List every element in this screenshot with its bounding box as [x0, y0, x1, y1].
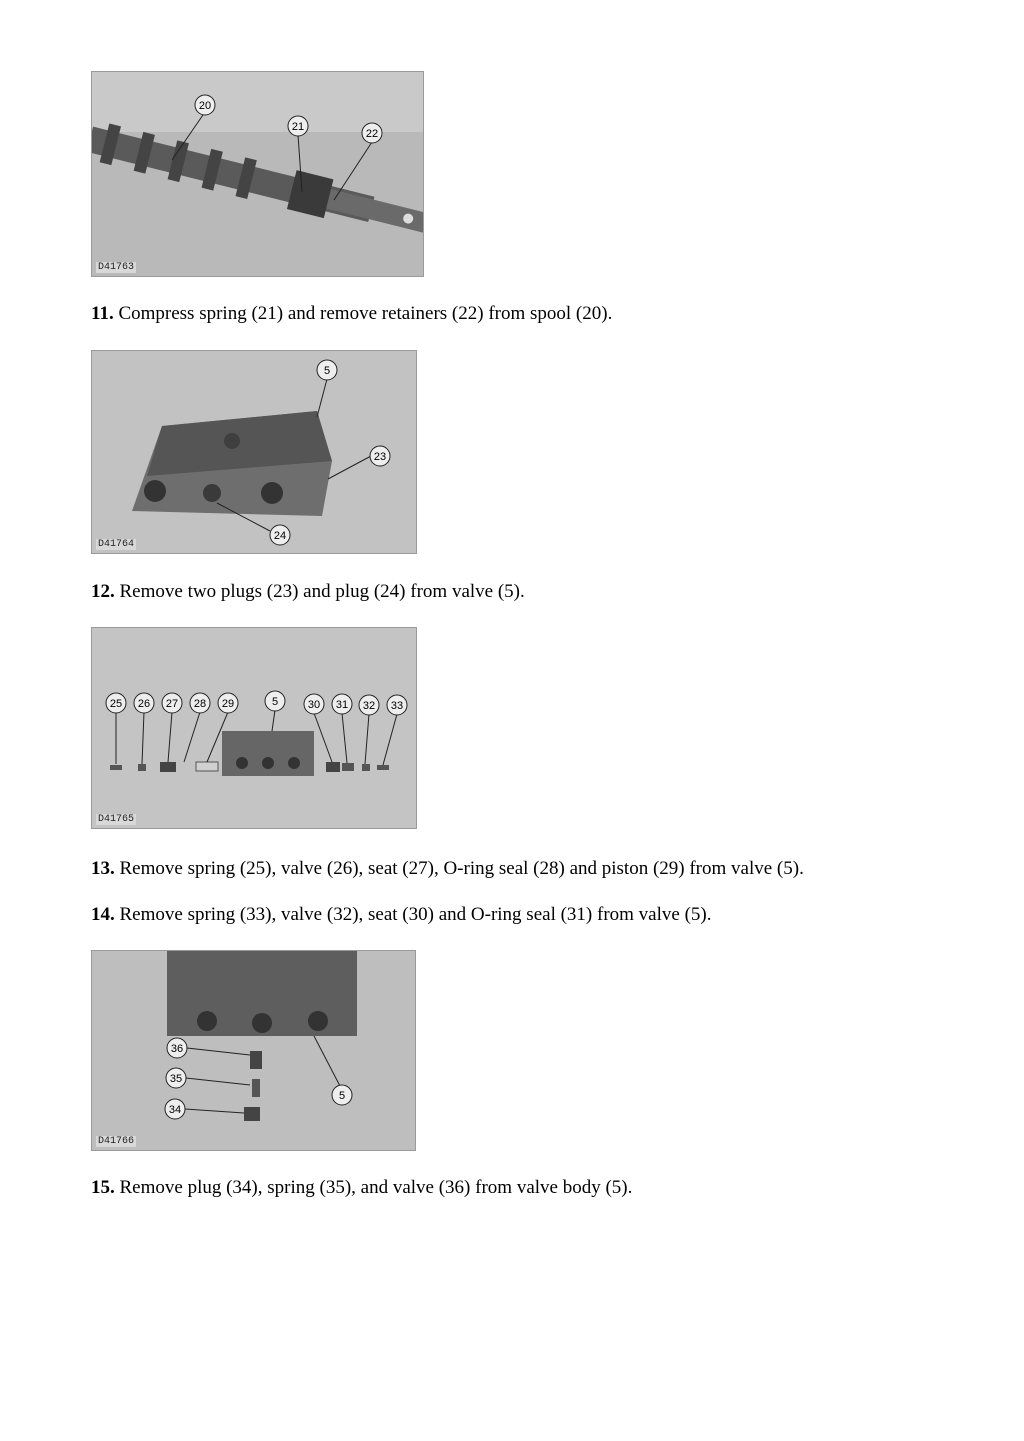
figure-exploded-parts	[91, 627, 417, 829]
step-text: Compress spring (21) and remove retainers (22) from spool (20).	[118, 303, 613, 324]
figure-valve-plugs	[91, 350, 417, 554]
svg-text:5: 5	[271, 696, 279, 708]
valve-plugs-photo	[92, 351, 416, 553]
svg-text:28: 28	[193, 698, 207, 710]
svg-text:21: 21	[291, 121, 305, 133]
svg-text:25: 25	[109, 698, 123, 710]
step-15	[91, 1176, 632, 1200]
step-13	[91, 857, 804, 881]
step-12	[91, 580, 525, 604]
svg-text:33: 33	[390, 700, 404, 712]
svg-text:23: 23	[373, 451, 387, 463]
svg-text:30: 30	[307, 699, 321, 711]
svg-text:22: 22	[365, 128, 379, 140]
figure-id: D41766	[98, 1136, 135, 1147]
svg-text:26: 26	[137, 698, 151, 710]
step-text: Remove spring (33), valve (32), seat (30) and O-ring seal (31) from valve (5).	[119, 904, 712, 925]
svg-text:34: 34	[168, 1104, 182, 1116]
svg-text:32: 32	[362, 700, 376, 712]
step-number: 11.	[91, 303, 114, 324]
figure-spool	[91, 71, 424, 277]
svg-text:5: 5	[323, 365, 331, 377]
figure-id: D41764	[98, 539, 135, 550]
svg-text:31: 31	[335, 699, 349, 711]
svg-text:24: 24	[273, 530, 287, 542]
step-text: Remove two plugs (23) and plug (24) from valve (5).	[119, 581, 525, 602]
step-text: Remove plug (34), spring (35), and valve (36) from valve body (5).	[119, 1177, 633, 1198]
step-number: 12.	[91, 581, 115, 602]
svg-text:5: 5	[338, 1090, 346, 1102]
svg-text:36: 36	[170, 1043, 184, 1055]
step-text: Remove spring (25), valve (26), seat (27), O-ring seal (28) and piston (29) from valve (5).	[119, 858, 804, 879]
svg-text:35: 35	[169, 1073, 183, 1085]
step-number: 13.	[91, 858, 115, 879]
step-14	[91, 903, 711, 927]
svg-text:20: 20	[198, 100, 212, 112]
figure-valve-body	[91, 950, 416, 1151]
valve-body-photo	[92, 951, 415, 1150]
step-number: 14.	[91, 904, 115, 925]
step-11	[91, 302, 612, 326]
figure-id: D41765	[98, 814, 135, 825]
figure-id: D41763	[98, 262, 135, 273]
step-number: 15.	[91, 1177, 115, 1198]
svg-text:27: 27	[165, 698, 179, 710]
spool-photo	[92, 72, 423, 276]
exploded-parts-photo	[92, 628, 416, 828]
svg-text:29: 29	[221, 698, 235, 710]
